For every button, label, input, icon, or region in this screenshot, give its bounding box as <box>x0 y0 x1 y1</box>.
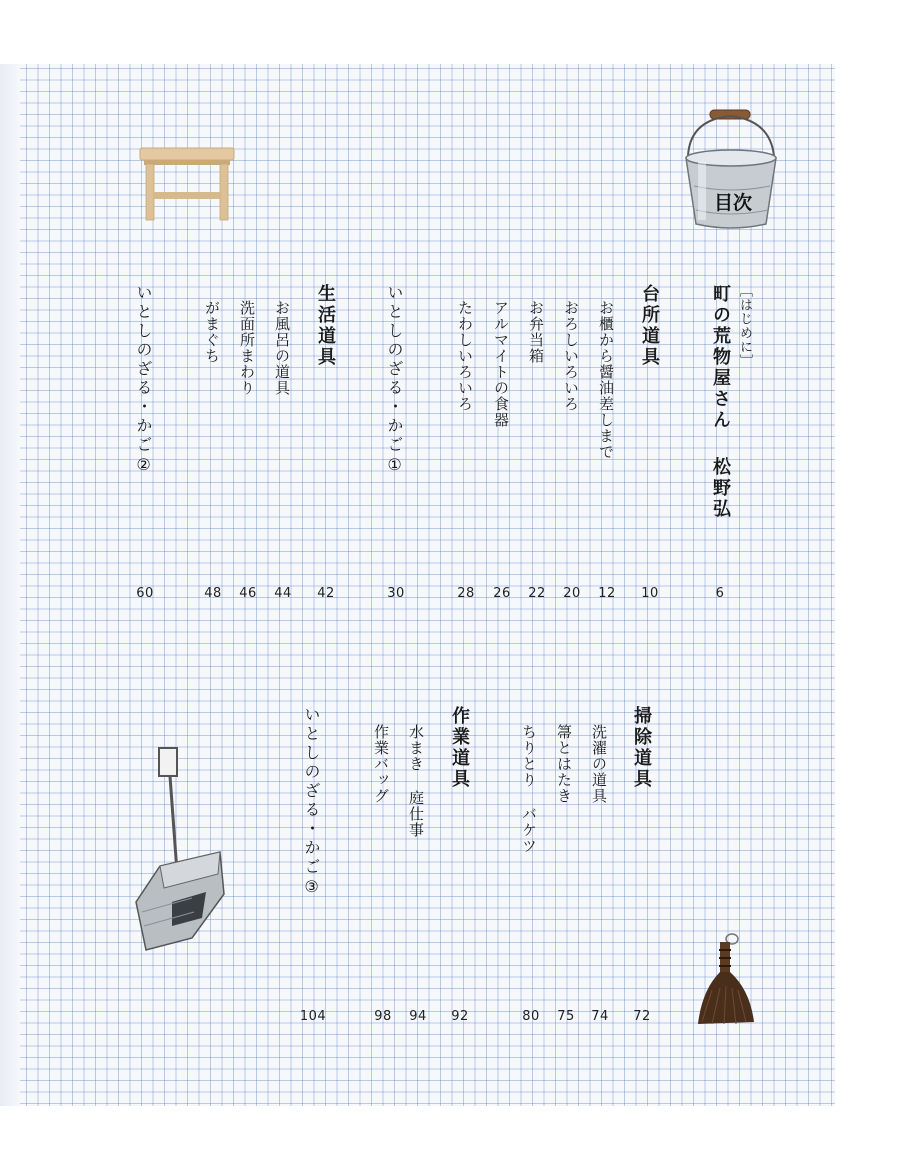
living-item-3[interactable]: がまぐち <box>203 300 221 364</box>
cleaning-item-3b: バケツ <box>520 806 538 854</box>
kitchen-item-2[interactable]: おろしいろいろ <box>562 300 580 412</box>
intro-title <box>711 284 729 520</box>
page-number: 10 <box>641 586 659 601</box>
page-number: 104 <box>299 1009 327 1024</box>
page-number: 98 <box>374 1009 392 1024</box>
page-number: 72 <box>633 1009 651 1024</box>
cleaning-heading: 掃除道具 <box>631 706 652 790</box>
page-number: 42 <box>317 586 335 601</box>
kitchen-item-1[interactable]: お櫃から醤油差しまで <box>597 300 615 460</box>
kitchen-heading: 台所道具 <box>639 284 660 368</box>
work-item-1b: 庭仕事 <box>407 790 425 838</box>
page-number: 80 <box>522 1009 540 1024</box>
living-item-2[interactable]: 洗面所まわり <box>238 300 256 396</box>
book-spine-shadow <box>0 64 22 1106</box>
page-number: 44 <box>274 586 292 601</box>
dustpan-icon <box>132 742 232 956</box>
tin-bucket-icon <box>676 106 786 236</box>
work-item-1a: 水まき <box>407 724 425 772</box>
work-item-2[interactable]: 作業バッグ <box>372 724 390 804</box>
page-number: 60 <box>136 586 154 601</box>
page-number: 26 <box>493 586 511 601</box>
zaru-1[interactable]: いとしのざる・かご① <box>385 284 404 477</box>
cleaning-item-3a: ちりとり <box>520 724 538 788</box>
kitchen-item-4[interactable]: アルマイトの食器 <box>492 300 510 428</box>
hand-broom-icon <box>692 930 762 1030</box>
page-number: 75 <box>557 1009 575 1024</box>
page-number: 46 <box>239 586 257 601</box>
cleaning-item-2[interactable]: 箒とはたき <box>555 724 573 804</box>
page-number: 74 <box>591 1009 609 1024</box>
zaru-2[interactable]: いとしのざる・かご② <box>134 284 153 477</box>
work-heading: 作業道具 <box>449 706 470 790</box>
living-item-1[interactable]: お風呂の道具 <box>273 300 291 396</box>
page-number: 6 <box>715 586 725 601</box>
page-number: 12 <box>598 586 616 601</box>
page-number: 92 <box>451 1009 469 1024</box>
intro-author: 松野弘 <box>710 457 731 520</box>
zaru-3[interactable]: いとしのざる・かご③ <box>302 706 321 899</box>
intro-title-text: 町の荒物屋さん <box>710 284 731 431</box>
work-item-1[interactable] <box>408 724 423 838</box>
page-number: 28 <box>457 586 475 601</box>
page-number: 30 <box>387 586 405 601</box>
wooden-stool-icon <box>132 140 242 226</box>
living-heading: 生活道具 <box>315 284 336 368</box>
page-number: 48 <box>204 586 222 601</box>
cleaning-item-1[interactable]: 洗濯の道具 <box>590 724 608 804</box>
page-number: 94 <box>409 1009 427 1024</box>
page-title: 目次 <box>713 192 752 214</box>
page-number: 22 <box>528 586 546 601</box>
kitchen-item-3[interactable]: お弁当箱 <box>527 300 545 364</box>
kitchen-item-5[interactable]: たわしいろいろ <box>456 300 474 412</box>
intro-label: ［はじめに］ <box>737 284 752 368</box>
page-number: 20 <box>563 586 581 601</box>
cleaning-item-3[interactable] <box>521 724 536 854</box>
